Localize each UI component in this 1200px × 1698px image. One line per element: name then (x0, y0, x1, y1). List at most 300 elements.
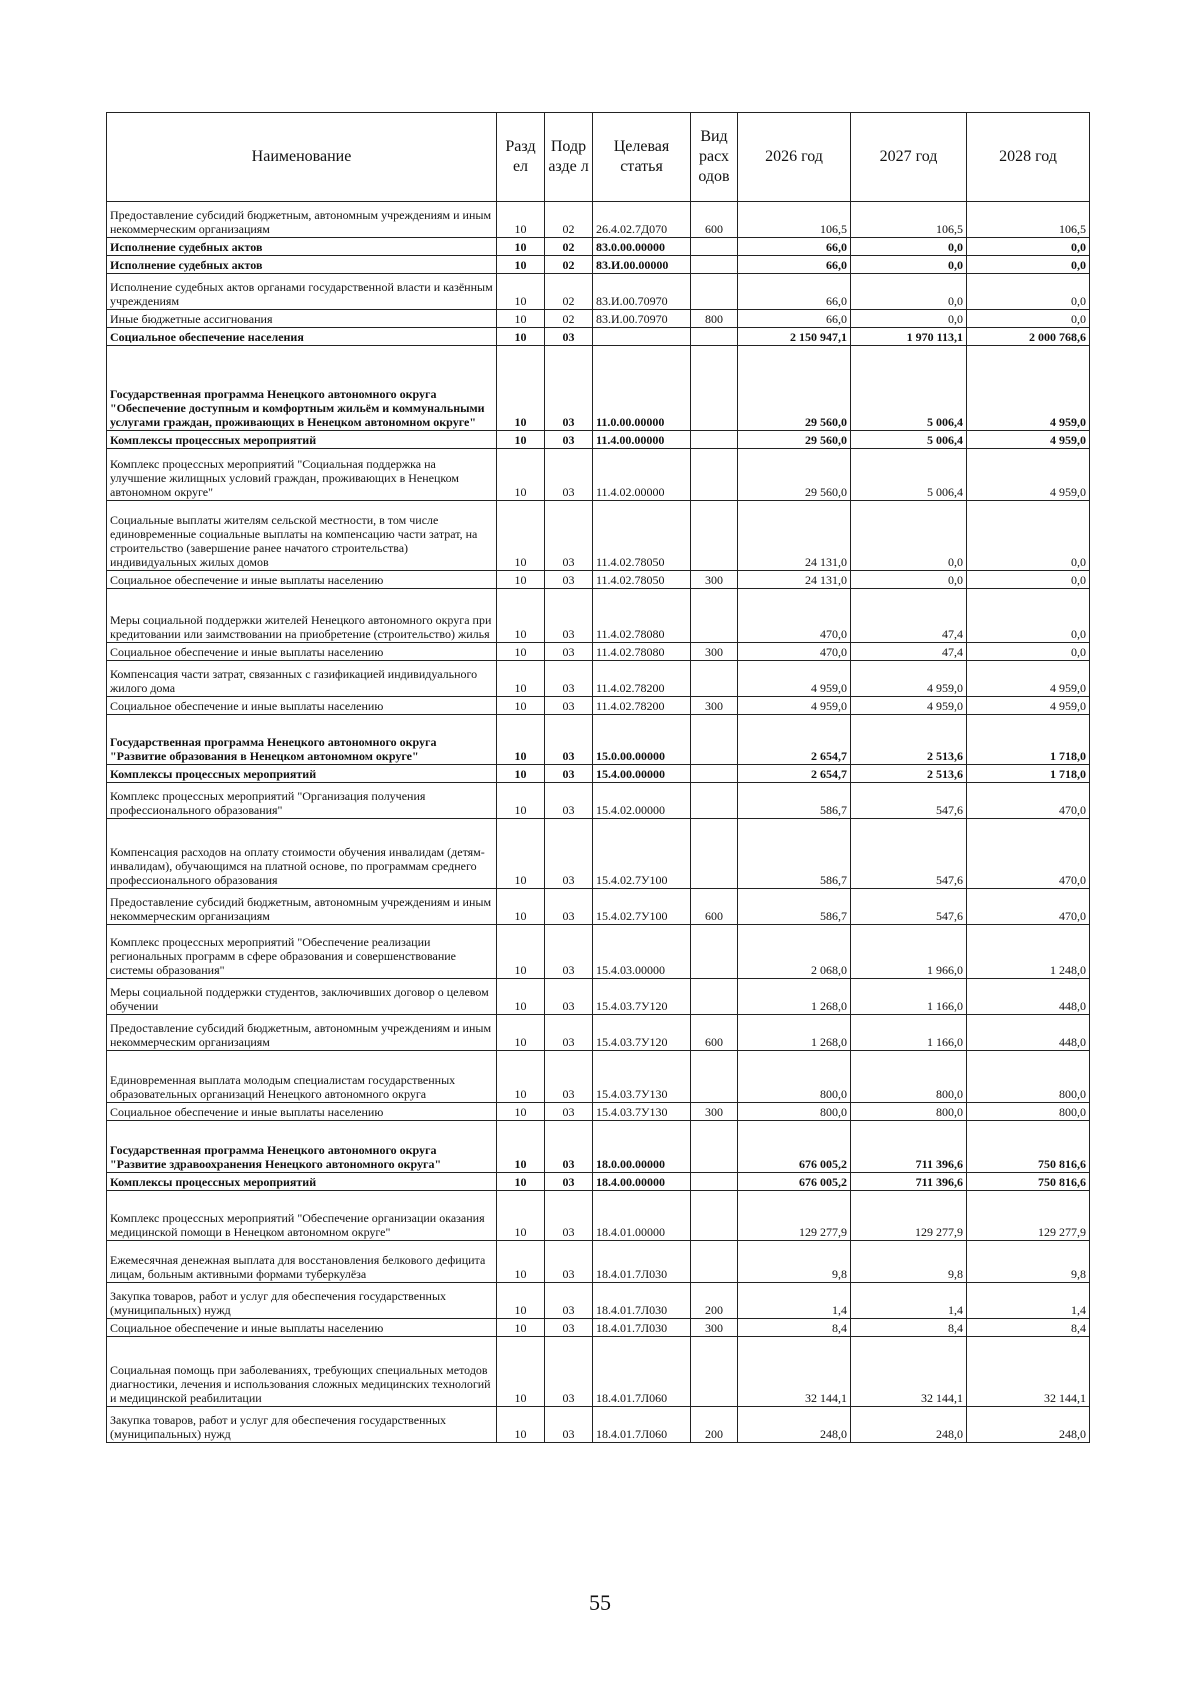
table-row (107, 979, 1090, 1015)
row-razdel: 10 (497, 697, 545, 715)
row-tselevaya-statya: 18.4.01.7Л030 (593, 1319, 691, 1337)
table-row (107, 501, 1090, 571)
row-vid-rashodov (691, 1173, 738, 1191)
row-podrazdel: 03 (545, 925, 593, 979)
header-name: Наименование (107, 113, 497, 202)
row-podrazdel: 03 (545, 1103, 593, 1121)
row-podrazdel: 03 (545, 1173, 593, 1191)
row-name: Социальное обеспечение и иные выплаты населению (107, 643, 497, 661)
row-name: Предоставление субсидий бюджетным, автономным учреждениям и иным некоммерческим организациям (107, 889, 497, 925)
row-vid-rashodov (691, 925, 738, 979)
row-tselevaya-statya: 15.4.02.7У100 (593, 889, 691, 925)
row-podrazdel: 02 (545, 202, 593, 238)
row-podrazdel: 03 (545, 819, 593, 889)
table-row (107, 925, 1090, 979)
row-tselevaya-statya: 83.И.00.00000 (593, 256, 691, 274)
row-value-2027: 711 396,6 (851, 1121, 967, 1173)
row-tselevaya-statya: 26.4.02.7Д070 (593, 202, 691, 238)
row-value-2027: 9,8 (851, 1241, 967, 1283)
row-tselevaya-statya: 11.4.00.00000 (593, 431, 691, 449)
row-razdel: 10 (497, 1407, 545, 1443)
row-razdel: 10 (497, 431, 545, 449)
row-value-2028: 0,0 (967, 501, 1090, 571)
row-podrazdel: 03 (545, 1121, 593, 1173)
row-value-2026: 9,8 (738, 1241, 851, 1283)
row-tselevaya-statya: 11.4.02.78200 (593, 661, 691, 697)
header-tselevaya-statya: Целевая статья (593, 113, 691, 202)
row-razdel: 10 (497, 274, 545, 310)
row-value-2026: 32 144,1 (738, 1337, 851, 1407)
row-razdel: 10 (497, 1173, 545, 1191)
row-value-2028: 0,0 (967, 274, 1090, 310)
row-razdel: 10 (497, 449, 545, 501)
row-vid-rashodov (691, 238, 738, 256)
row-name: Компенсация части затрат, связанных с газификацией индивидуального жилого дома (107, 661, 497, 697)
row-podrazdel: 03 (545, 783, 593, 819)
row-value-2028: 4 959,0 (967, 346, 1090, 431)
row-value-2028: 248,0 (967, 1407, 1090, 1443)
row-tselevaya-statya: 83.И.00.70970 (593, 274, 691, 310)
table-header-row (107, 113, 1090, 202)
row-name: Государственная программа Ненецкого автономного округа "Развитие образования в Ненецком автономном округе" (107, 715, 497, 765)
row-value-2026: 66,0 (738, 274, 851, 310)
row-razdel: 10 (497, 501, 545, 571)
table-row (107, 1051, 1090, 1103)
row-razdel: 10 (497, 202, 545, 238)
row-razdel: 10 (497, 783, 545, 819)
row-vid-rashodov (691, 783, 738, 819)
row-razdel: 10 (497, 346, 545, 431)
row-value-2027: 0,0 (851, 274, 967, 310)
row-value-2026: 470,0 (738, 643, 851, 661)
row-tselevaya-statya: 11.4.02.78050 (593, 501, 691, 571)
row-podrazdel: 03 (545, 1015, 593, 1051)
row-tselevaya-statya: 18.4.01.7Л030 (593, 1241, 691, 1283)
row-value-2027: 1,4 (851, 1283, 967, 1319)
table-row (107, 1407, 1090, 1443)
table-row (107, 328, 1090, 346)
budget-table-sheet (106, 112, 1089, 1443)
row-value-2026: 4 959,0 (738, 697, 851, 715)
row-tselevaya-statya: 18.4.01.00000 (593, 1191, 691, 1241)
row-value-2027: 248,0 (851, 1407, 967, 1443)
row-name: Исполнение судебных актов (107, 256, 497, 274)
row-value-2026: 29 560,0 (738, 449, 851, 501)
row-value-2028: 4 959,0 (967, 431, 1090, 449)
table-row (107, 1103, 1090, 1121)
row-razdel: 10 (497, 1015, 545, 1051)
row-podrazdel: 03 (545, 1337, 593, 1407)
row-vid-rashodov (691, 1337, 738, 1407)
row-podrazdel: 03 (545, 661, 593, 697)
table-row (107, 697, 1090, 715)
row-name: Комплексы процессных мероприятий (107, 1173, 497, 1191)
row-tselevaya-statya: 15.4.03.7У130 (593, 1051, 691, 1103)
row-name: Социальные выплаты жителям сельской местности, в том числе единовременные социальные выплаты на компенсацию части затрат, на строительство (завершение ранее начатого строительства) индивидуальных жилых домов (107, 501, 497, 571)
row-podrazdel: 03 (545, 501, 593, 571)
row-vid-rashodov (691, 431, 738, 449)
row-razdel: 10 (497, 328, 545, 346)
row-razdel: 10 (497, 238, 545, 256)
row-tselevaya-statya: 11.0.00.00000 (593, 346, 691, 431)
row-name: Меры социальной поддержки студентов, заключивших договор о целевом обучении (107, 979, 497, 1015)
row-vid-rashodov (691, 328, 738, 346)
row-vid-rashodov (691, 274, 738, 310)
row-podrazdel: 02 (545, 274, 593, 310)
row-value-2027: 711 396,6 (851, 1173, 967, 1191)
row-name: Социальная помощь при заболеваниях, требующих специальных методов диагностики, лечения и использования сложных медицинских технологий и медицинской реабилитации (107, 1337, 497, 1407)
row-value-2028: 1 248,0 (967, 925, 1090, 979)
row-value-2027: 32 144,1 (851, 1337, 967, 1407)
table-row (107, 889, 1090, 925)
row-podrazdel: 02 (545, 238, 593, 256)
row-tselevaya-statya: 18.4.01.7Л030 (593, 1283, 691, 1319)
row-value-2028: 0,0 (967, 589, 1090, 643)
row-value-2028: 106,5 (967, 202, 1090, 238)
row-tselevaya-statya: 15.4.00.00000 (593, 765, 691, 783)
row-value-2027: 800,0 (851, 1103, 967, 1121)
row-value-2026: 4 959,0 (738, 661, 851, 697)
row-razdel: 10 (497, 889, 545, 925)
table-row (107, 1191, 1090, 1241)
row-tselevaya-statya: 18.4.00.00000 (593, 1173, 691, 1191)
row-value-2027: 547,6 (851, 819, 967, 889)
table-row (107, 661, 1090, 697)
row-value-2027: 2 513,6 (851, 715, 967, 765)
table-row (107, 310, 1090, 328)
row-value-2026: 2 654,7 (738, 715, 851, 765)
row-vid-rashodov (691, 1191, 738, 1241)
row-podrazdel: 03 (545, 589, 593, 643)
row-razdel: 10 (497, 979, 545, 1015)
row-value-2028: 470,0 (967, 889, 1090, 925)
header-razdel: Разд ел (497, 113, 545, 202)
row-podrazdel: 03 (545, 328, 593, 346)
header-vid-rashodov: Вид расх одов (691, 113, 738, 202)
row-name: Социальное обеспечение и иные выплаты населению (107, 697, 497, 715)
row-vid-rashodov (691, 1051, 738, 1103)
row-value-2028: 9,8 (967, 1241, 1090, 1283)
row-vid-rashodov: 600 (691, 889, 738, 925)
row-podrazdel: 03 (545, 979, 593, 1015)
row-vid-rashodov (691, 1121, 738, 1173)
row-name: Комплекс процессных мероприятий "Организация получения профессионального образования" (107, 783, 497, 819)
table-row (107, 1319, 1090, 1337)
row-razdel: 10 (497, 589, 545, 643)
row-vid-rashodov: 200 (691, 1283, 738, 1319)
row-value-2027: 8,4 (851, 1319, 967, 1337)
row-podrazdel: 03 (545, 346, 593, 431)
row-tselevaya-statya: 15.0.00.00000 (593, 715, 691, 765)
row-podrazdel: 03 (545, 571, 593, 589)
row-value-2028: 2 000 768,6 (967, 328, 1090, 346)
table-row (107, 431, 1090, 449)
row-vid-rashodov: 300 (691, 571, 738, 589)
row-value-2028: 4 959,0 (967, 449, 1090, 501)
header-year-2026: 2026 год (738, 113, 851, 202)
row-value-2028: 470,0 (967, 783, 1090, 819)
row-value-2027: 0,0 (851, 571, 967, 589)
table-row (107, 715, 1090, 765)
row-razdel: 10 (497, 715, 545, 765)
row-value-2026: 1 268,0 (738, 979, 851, 1015)
row-value-2028: 800,0 (967, 1103, 1090, 1121)
row-vid-rashodov (691, 346, 738, 431)
row-name: Государственная программа Ненецкого автономного округа "Развитие здравоохранения Ненецкого автономного округа" (107, 1121, 497, 1173)
row-tselevaya-statya: 11.4.02.78080 (593, 589, 691, 643)
row-value-2027: 1 966,0 (851, 925, 967, 979)
row-value-2026: 586,7 (738, 783, 851, 819)
row-razdel: 10 (497, 765, 545, 783)
row-tselevaya-statya: 15.4.02.00000 (593, 783, 691, 819)
row-name: Комплексы процессных мероприятий (107, 765, 497, 783)
row-podrazdel: 03 (545, 643, 593, 661)
row-vid-rashodov: 200 (691, 1407, 738, 1443)
row-vid-rashodov (691, 449, 738, 501)
row-value-2027: 800,0 (851, 1051, 967, 1103)
row-value-2027: 547,6 (851, 889, 967, 925)
row-value-2028: 0,0 (967, 238, 1090, 256)
row-value-2027: 547,6 (851, 783, 967, 819)
row-value-2026: 66,0 (738, 310, 851, 328)
row-value-2026: 800,0 (738, 1051, 851, 1103)
row-value-2028: 32 144,1 (967, 1337, 1090, 1407)
row-vid-rashodov: 300 (691, 643, 738, 661)
row-tselevaya-statya: 15.4.03.7У120 (593, 1015, 691, 1051)
row-podrazdel: 03 (545, 1319, 593, 1337)
row-value-2027: 1 166,0 (851, 979, 967, 1015)
row-podrazdel: 02 (545, 310, 593, 328)
row-value-2027: 0,0 (851, 238, 967, 256)
row-name: Предоставление субсидий бюджетным, автономным учреждениям и иным некоммерческим организациям (107, 202, 497, 238)
table-row (107, 765, 1090, 783)
budget-table (106, 112, 1090, 1443)
row-razdel: 10 (497, 256, 545, 274)
row-value-2026: 248,0 (738, 1407, 851, 1443)
row-vid-rashodov: 600 (691, 1015, 738, 1051)
row-value-2026: 29 560,0 (738, 346, 851, 431)
row-name: Государственная программа Ненецкого автономного округа "Обеспечение доступным и комфортным жильём и коммунальными услугами граждан, проживающих в Ненецком автономном округе" (107, 346, 497, 431)
row-podrazdel: 03 (545, 1051, 593, 1103)
row-tselevaya-statya: 11.4.02.00000 (593, 449, 691, 501)
row-razdel: 10 (497, 1051, 545, 1103)
row-value-2026: 586,7 (738, 819, 851, 889)
row-value-2027: 47,4 (851, 643, 967, 661)
row-vid-rashodov (691, 501, 738, 571)
row-value-2027: 129 277,9 (851, 1191, 967, 1241)
row-value-2026: 66,0 (738, 256, 851, 274)
table-row (107, 1283, 1090, 1319)
row-vid-rashodov (691, 715, 738, 765)
row-vid-rashodov: 300 (691, 1319, 738, 1337)
row-razdel: 10 (497, 1121, 545, 1173)
row-razdel: 10 (497, 1191, 545, 1241)
row-value-2028: 1 718,0 (967, 765, 1090, 783)
row-tselevaya-statya: 18.4.01.7Л060 (593, 1337, 691, 1407)
row-value-2026: 470,0 (738, 589, 851, 643)
row-razdel: 10 (497, 661, 545, 697)
row-value-2026: 676 005,2 (738, 1121, 851, 1173)
table-row (107, 346, 1090, 431)
row-value-2028: 0,0 (967, 571, 1090, 589)
table-row (107, 274, 1090, 310)
row-name: Меры социальной поддержки жителей Ненецкого автономного округа при кредитовании или заимствовании на приобретение (строительство) жилья (107, 589, 497, 643)
row-name: Ежемесячная денежная выплата для восстановления белкового дефицита лицам, больным активными формами туберкулёза (107, 1241, 497, 1283)
row-value-2028: 448,0 (967, 1015, 1090, 1051)
row-tselevaya-statya: 15.4.03.7У130 (593, 1103, 691, 1121)
row-name: Закупка товаров, работ и услуг для обеспечения государственных (муниципальных) нужд (107, 1407, 497, 1443)
row-value-2026: 1,4 (738, 1283, 851, 1319)
row-value-2027: 4 959,0 (851, 661, 967, 697)
row-name: Комплекс процессных мероприятий "Социальная поддержка на улучшение жилищных условий граждан, проживающих в Ненецком автономном округе" (107, 449, 497, 501)
row-name: Предоставление субсидий бюджетным, автономным учреждениям и иным некоммерческим организациям (107, 1015, 497, 1051)
table-row (107, 589, 1090, 643)
row-value-2026: 2 654,7 (738, 765, 851, 783)
row-razdel: 10 (497, 1103, 545, 1121)
row-value-2026: 24 131,0 (738, 501, 851, 571)
row-value-2027: 1 166,0 (851, 1015, 967, 1051)
row-podrazdel: 03 (545, 1241, 593, 1283)
row-name: Иные бюджетные ассигнования (107, 310, 497, 328)
table-row (107, 238, 1090, 256)
table-row (107, 643, 1090, 661)
row-podrazdel: 03 (545, 449, 593, 501)
row-razdel: 10 (497, 310, 545, 328)
row-podrazdel: 02 (545, 256, 593, 274)
row-value-2026: 586,7 (738, 889, 851, 925)
table-row (107, 1121, 1090, 1173)
table-row (107, 1241, 1090, 1283)
row-value-2028: 750 816,6 (967, 1121, 1090, 1173)
page-number: 55 (589, 1590, 611, 1615)
row-tselevaya-statya: 15.4.02.7У100 (593, 819, 691, 889)
row-value-2027: 1 970 113,1 (851, 328, 967, 346)
row-value-2027: 5 006,4 (851, 449, 967, 501)
row-value-2026: 676 005,2 (738, 1173, 851, 1191)
row-podrazdel: 03 (545, 1407, 593, 1443)
row-value-2026: 106,5 (738, 202, 851, 238)
row-value-2027: 4 959,0 (851, 697, 967, 715)
row-name: Единовременная выплата молодым специалистам государственных образовательных организаций Ненецкого автономного округа (107, 1051, 497, 1103)
row-podrazdel: 03 (545, 697, 593, 715)
row-name: Комплекс процессных мероприятий "Обеспечение организации оказания медицинской помощи в Ненецком автономном округе" (107, 1191, 497, 1241)
row-value-2027: 47,4 (851, 589, 967, 643)
table-row (107, 1173, 1090, 1191)
table-row (107, 1337, 1090, 1407)
row-name: Компенсация расходов на оплату стоимости обучения инвалидам (детям-инвалидам), обучающимся на платной основе, по программам среднего профессионального образования (107, 819, 497, 889)
row-value-2027: 5 006,4 (851, 431, 967, 449)
row-name: Исполнение судебных актов (107, 238, 497, 256)
header-podrazdel: Подр азде л (545, 113, 593, 202)
row-name: Социальное обеспечение и иные выплаты населению (107, 1319, 497, 1337)
row-tselevaya-statya: 15.4.03.00000 (593, 925, 691, 979)
row-value-2027: 0,0 (851, 501, 967, 571)
row-razdel: 10 (497, 925, 545, 979)
row-value-2028: 1 718,0 (967, 715, 1090, 765)
row-tselevaya-statya: 18.0.00.00000 (593, 1121, 691, 1173)
row-tselevaya-statya: 83.И.00.70970 (593, 310, 691, 328)
row-podrazdel: 03 (545, 715, 593, 765)
row-razdel: 10 (497, 571, 545, 589)
row-vid-rashodov: 800 (691, 310, 738, 328)
row-value-2028: 800,0 (967, 1051, 1090, 1103)
table-row (107, 449, 1090, 501)
row-name: Социальное обеспечение и иные выплаты населению (107, 1103, 497, 1121)
row-podrazdel: 03 (545, 1191, 593, 1241)
row-value-2026: 1 268,0 (738, 1015, 851, 1051)
row-tselevaya-statya: 11.4.02.78200 (593, 697, 691, 715)
row-razdel: 10 (497, 643, 545, 661)
row-value-2028: 4 959,0 (967, 661, 1090, 697)
row-podrazdel: 03 (545, 765, 593, 783)
row-value-2028: 0,0 (967, 256, 1090, 274)
row-value-2028: 1,4 (967, 1283, 1090, 1319)
row-vid-rashodov (691, 979, 738, 1015)
row-value-2028: 8,4 (967, 1319, 1090, 1337)
row-podrazdel: 03 (545, 431, 593, 449)
row-name: Закупка товаров, работ и услуг для обеспечения государственных (муниципальных) нужд (107, 1283, 497, 1319)
row-razdel: 10 (497, 1319, 545, 1337)
row-value-2027: 0,0 (851, 256, 967, 274)
row-vid-rashodov (691, 765, 738, 783)
row-vid-rashodov (691, 661, 738, 697)
row-value-2027: 5 006,4 (851, 346, 967, 431)
row-vid-rashodov (691, 256, 738, 274)
row-tselevaya-statya: 15.4.03.7У120 (593, 979, 691, 1015)
row-value-2028: 750 816,6 (967, 1173, 1090, 1191)
row-vid-rashodov: 300 (691, 697, 738, 715)
row-tselevaya-statya: 83.0.00.00000 (593, 238, 691, 256)
row-value-2026: 800,0 (738, 1103, 851, 1121)
row-value-2026: 8,4 (738, 1319, 851, 1337)
table-row (107, 202, 1090, 238)
header-year-2027: 2027 год (851, 113, 967, 202)
row-name: Социальное обеспечение населения (107, 328, 497, 346)
row-name: Социальное обеспечение и иные выплаты населению (107, 571, 497, 589)
table-body (107, 202, 1090, 1443)
table-row (107, 1015, 1090, 1051)
row-razdel: 10 (497, 1241, 545, 1283)
row-value-2026: 129 277,9 (738, 1191, 851, 1241)
header-year-2028: 2028 год (967, 113, 1090, 202)
row-tselevaya-statya: 11.4.02.78050 (593, 571, 691, 589)
row-vid-rashodov: 300 (691, 1103, 738, 1121)
row-value-2026: 2 150 947,1 (738, 328, 851, 346)
table-row (107, 783, 1090, 819)
row-value-2028: 0,0 (967, 310, 1090, 328)
row-tselevaya-statya: 18.4.01.7Л060 (593, 1407, 691, 1443)
row-value-2028: 470,0 (967, 819, 1090, 889)
row-value-2028: 448,0 (967, 979, 1090, 1015)
row-vid-rashodov (691, 819, 738, 889)
row-razdel: 10 (497, 819, 545, 889)
row-podrazdel: 03 (545, 1283, 593, 1319)
row-value-2026: 29 560,0 (738, 431, 851, 449)
row-razdel: 10 (497, 1337, 545, 1407)
row-value-2027: 2 513,6 (851, 765, 967, 783)
row-value-2028: 0,0 (967, 643, 1090, 661)
row-value-2027: 0,0 (851, 310, 967, 328)
table-row (107, 256, 1090, 274)
row-name: Исполнение судебных актов органами государственной власти и казённым учреждениям (107, 274, 497, 310)
row-value-2027: 106,5 (851, 202, 967, 238)
row-tselevaya-statya (593, 328, 691, 346)
row-vid-rashodov: 600 (691, 202, 738, 238)
row-value-2026: 66,0 (738, 238, 851, 256)
row-tselevaya-statya: 11.4.02.78080 (593, 643, 691, 661)
table-row (107, 571, 1090, 589)
row-name: Комплексы процессных мероприятий (107, 431, 497, 449)
